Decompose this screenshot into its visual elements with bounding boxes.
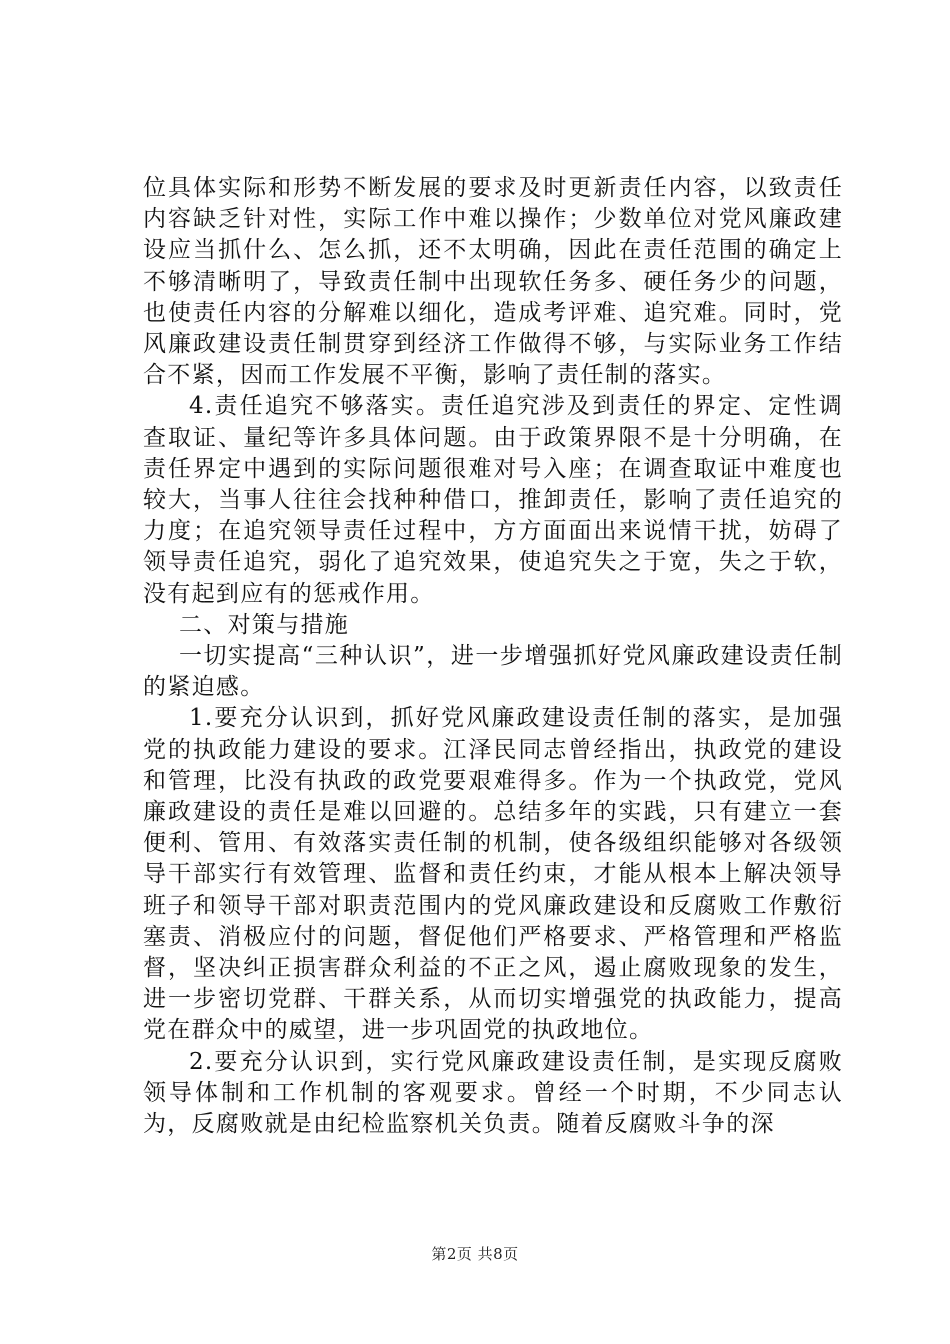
paragraph-item-2: 2.要充分认识到，实行党风廉政建设责任制，是实现反腐败领导体制和工作机制的客观要求。曾经一个时期，不少同志认为，反腐败就是由纪检监察机关负责。随着反腐败斗争的深 <box>143 1048 843 1138</box>
page-number-footer: 第2页 共8页 <box>431 1245 519 1263</box>
document-body <box>143 173 843 1140</box>
paragraph-continuation: 位具体实际和形势不断发展的要求及时更新责任内容，以致责任内容缺乏针对性，实际工作中难以操作；少数单位对党风廉政建设应当抓什么、怎么抓，还不太明确，因此在责任范围的确定上不够清晰明了，导致责任制中出现软任务多、硬任务少的问题，也使责任内容的分解难以细化，造成考评难、追究难。同时，党风廉政建设责任制贯穿到经济工作做得不够，与实际业务工作结合不紧，因而工作发展不平衡，影响了责任制的落实。 <box>143 175 843 389</box>
paragraph-item-1: 1.要充分认识到，抓好党风廉政建设责任制的落实，是加强党的执政能力建设的要求。江泽民同志曾经指出，执政党的建设和管理，比没有执政的政党要艰难得多。作为一个执政党，党风廉政建设的责任是难以回避的。总结多年的实践，只有建立一套便利、管用、有效落实责任制的机制，使各级组织能够对各级领导干部实行有效管理、监督和责任约束，才能从根本上解决领导班子和领导干部对职责范围内的党风廉政建设和反腐败工作敷衍塞责、消极应付的问题，督促他们严格要求、严格管理和严格监督，坚决纠正损害群众利益的不正之风，遏止腐败现象的发生，进一步密切党群、干群关系，从而切实增强党的执政能力，提高党在群众中的威望，进一步巩固党的执政地位。 <box>143 705 843 1044</box>
paragraph-subheading-1: 一切实提高“三种认识”，进一步增强抓好党风廉政建设责任制的紧迫感。 <box>143 643 843 701</box>
paragraph-item-4: 4.责任追究不够落实。责任追究涉及到责任的界定、定性调查取证、量纪等许多具体问题。由于政策界限不是十分明确，在责任界定中遇到的实际问题很难对号入座；在调查取证中难度也较大，当事人往往会找种种借口，推卸责任，影响了责任追究的力度；在追究领导责任过程中，方方面面出来说情干扰，妨碍了领导责任追究，弱化了追究效果，使追究失之于宽，失之于软，没有起到应有的惩戒作用。 <box>143 393 843 607</box>
section-heading-countermeasures: 二、对策与措施 <box>179 611 350 638</box>
